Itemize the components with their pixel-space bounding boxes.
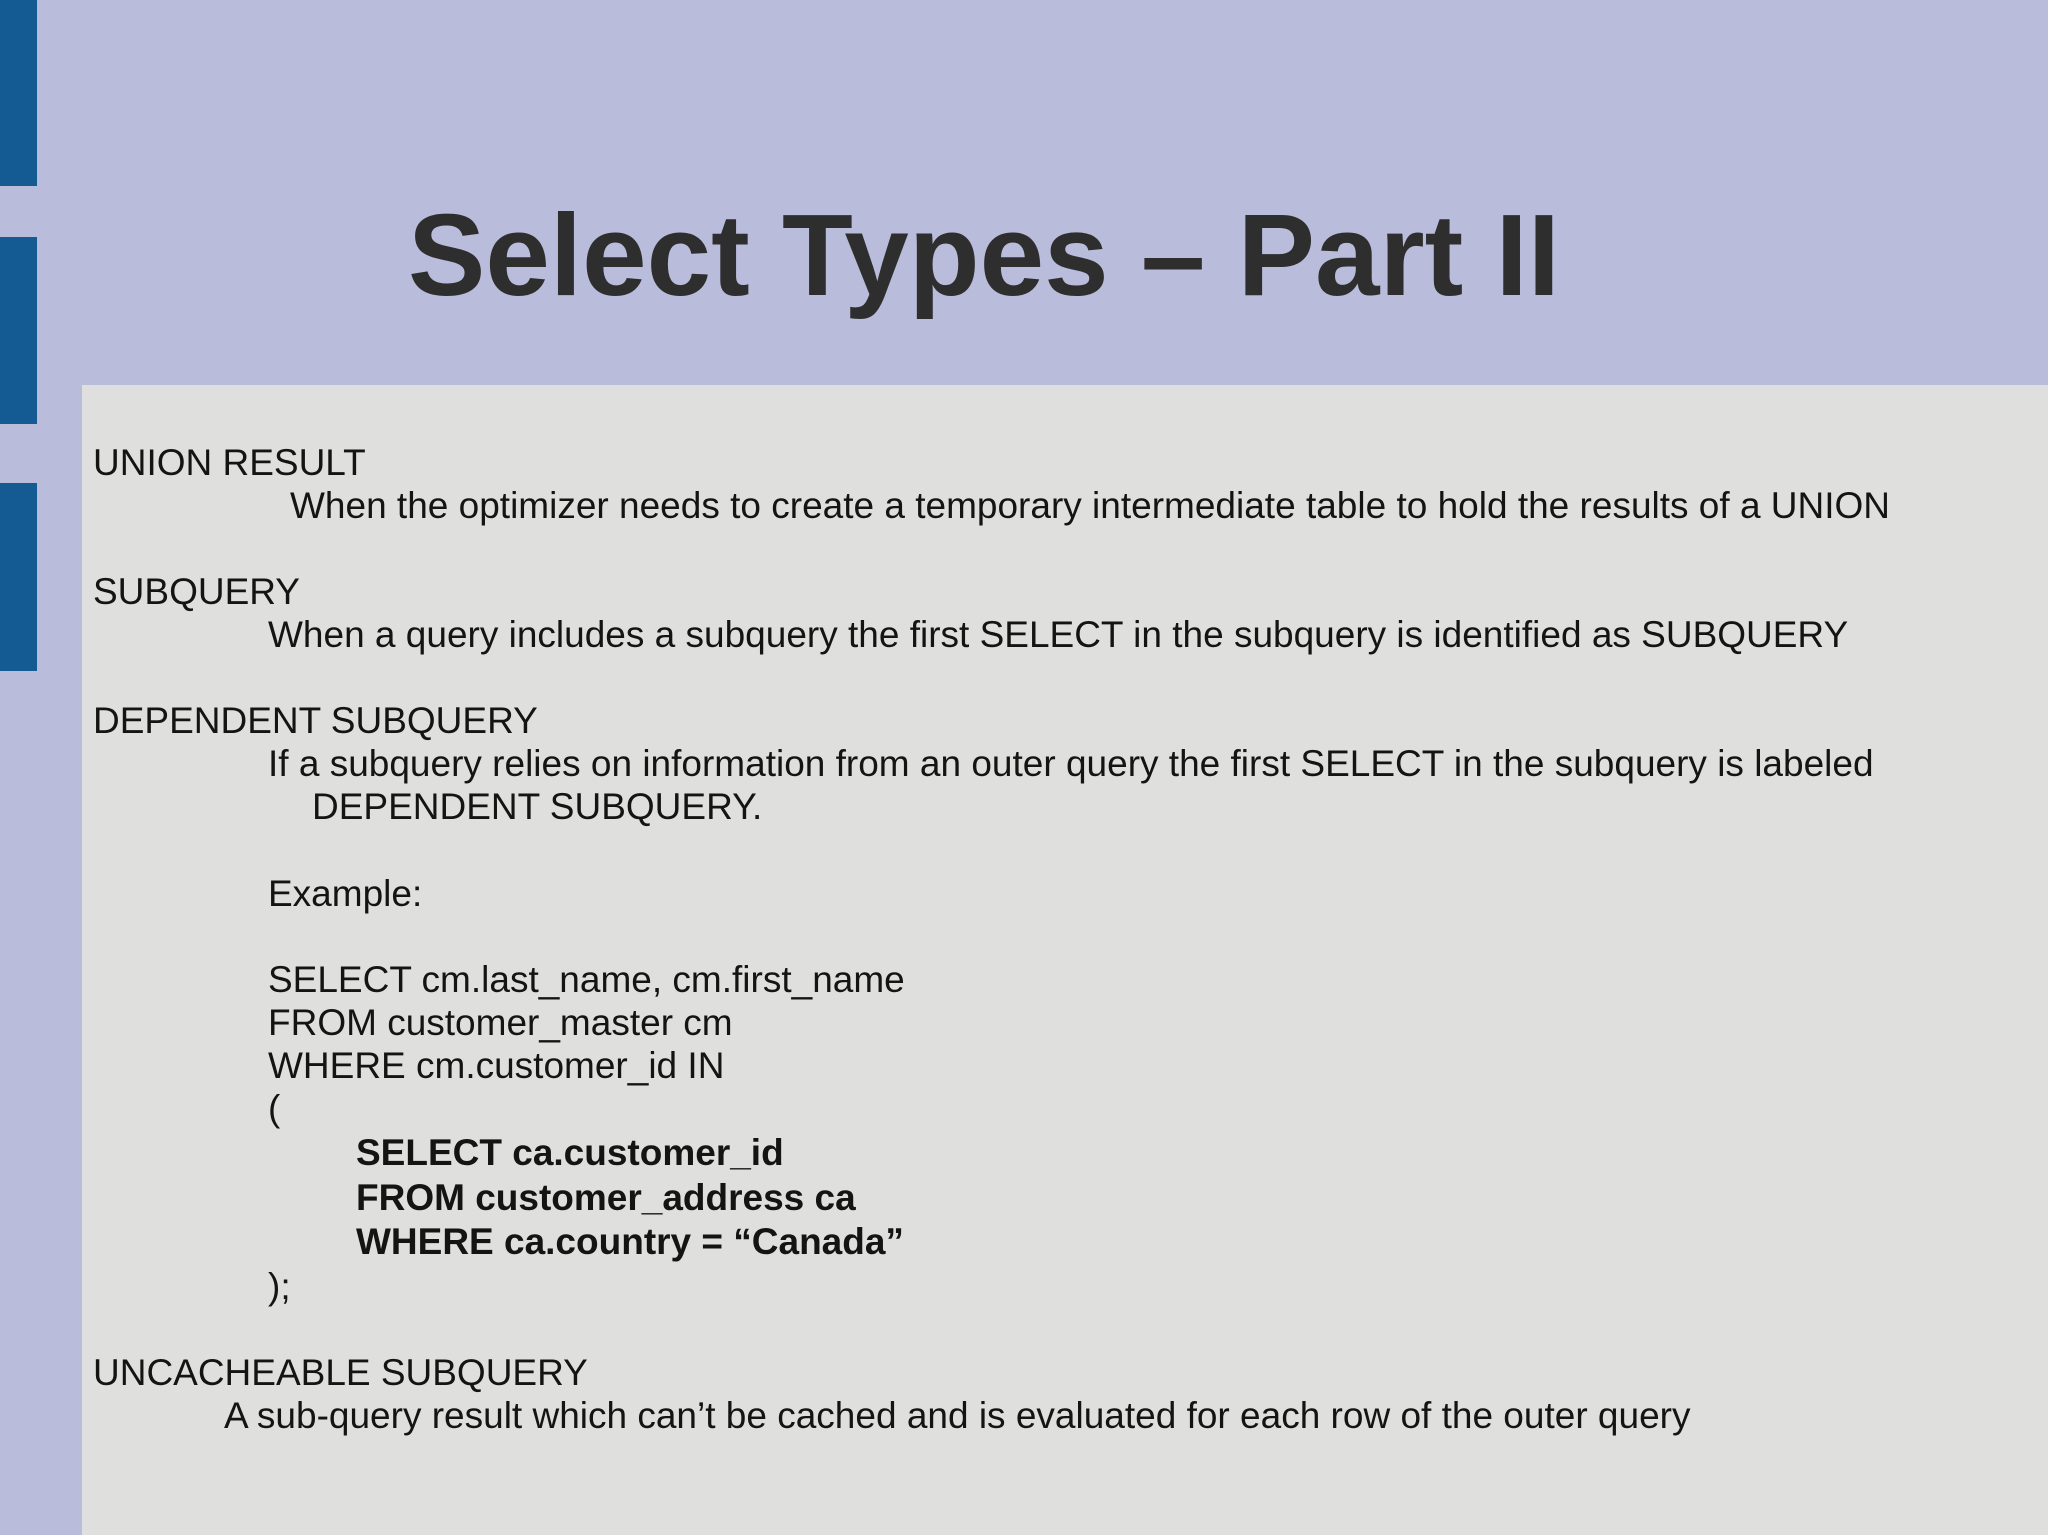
- slide-title: Select Types – Part II: [408, 190, 1560, 320]
- subquery-heading: SUBQUERY: [93, 571, 300, 612]
- code-subquery-where: WHERE ca.country = “Canada”: [356, 1221, 904, 1262]
- uncacheable-subquery-description: A sub-query result which can’t be cached and is evaluated for each row of the outer query: [224, 1395, 1691, 1436]
- dependent-subquery-heading: DEPENDENT SUBQUERY: [93, 700, 538, 741]
- example-label: Example:: [268, 873, 423, 914]
- union-result-heading: UNION RESULT: [93, 442, 366, 483]
- code-close-paren: );: [268, 1266, 291, 1307]
- code-open-paren: (: [268, 1088, 281, 1129]
- union-result-description: When the optimizer needs to create a temporary intermediate table to hold the results of a UNION: [290, 485, 1891, 526]
- code-line-select: SELECT cm.last_name, cm.first_name: [268, 959, 905, 1000]
- uncacheable-subquery-heading: UNCACHEABLE SUBQUERY: [93, 1352, 588, 1393]
- subquery-description: When a query includes a subquery the first SELECT in the subquery is identified as SUBQUERY: [268, 614, 1849, 655]
- code-line-where: WHERE cm.customer_id IN: [268, 1045, 725, 1086]
- dependent-subquery-description-line1: If a subquery relies on information from an outer query the first SELECT in the subquery is labeled: [268, 743, 1874, 784]
- accent-bar-top: [0, 0, 37, 186]
- code-line-from: FROM customer_master cm: [268, 1002, 733, 1043]
- code-subquery-from: FROM customer_address ca: [356, 1177, 856, 1218]
- accent-bar-bottom: [0, 483, 37, 671]
- code-subquery-select: SELECT ca.customer_id: [356, 1132, 784, 1173]
- dependent-subquery-description-line2: DEPENDENT SUBQUERY.: [312, 786, 763, 827]
